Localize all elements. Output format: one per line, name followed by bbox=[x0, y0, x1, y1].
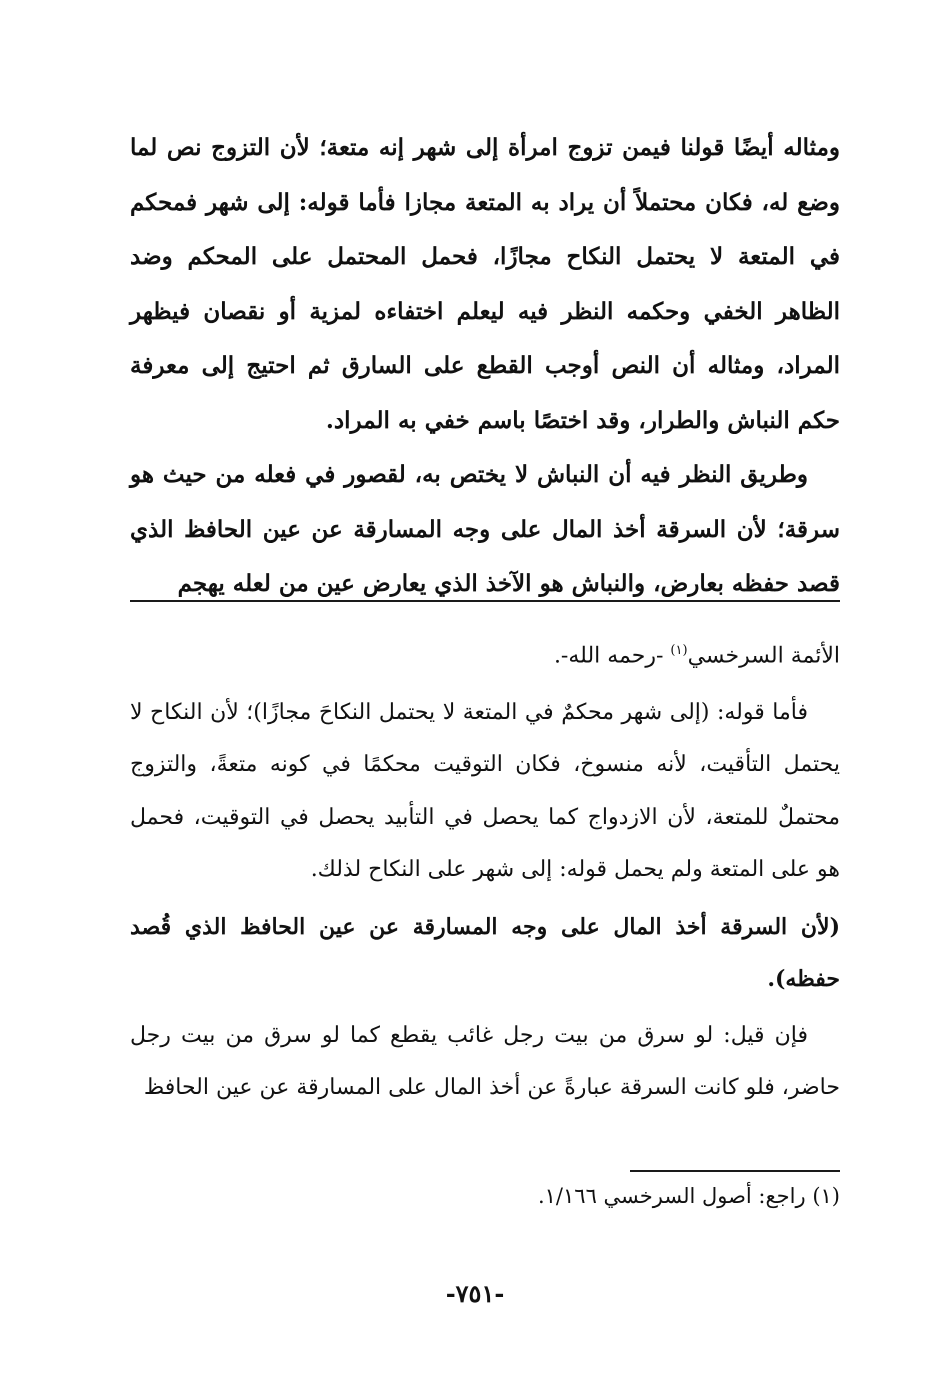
page-number: -٧٥١- bbox=[445, 1279, 505, 1308]
main-text-separator bbox=[130, 600, 840, 602]
commentary-line-1 bbox=[130, 625, 840, 683]
footnotes bbox=[130, 1174, 840, 1219]
commentary-paragraph-3: (لأن السرقة أخذ المال على وجه المسارقة عن عين الحافظ الذي قُصد حفظه). bbox=[130, 913, 840, 993]
main-paragraph-2: وطريق النظر فيه أن النباش لا يختص به، لقصور في فعله من حيث هو سرقة؛ لأن السرقة أخذ المال على وجه المسارقة عن عين الحافظ الذي قصد حفظه بعارض، والنباش هو الآخذ الذي يعارض عين من لعله يهجم bbox=[130, 461, 840, 597]
commentary bbox=[130, 625, 840, 1115]
footnote-1: (١) راجع: أصول السرخسي ١/١٦٦. bbox=[537, 1184, 840, 1208]
commentary-line-1-rest: -رحمه الله-. bbox=[553, 643, 671, 669]
footnote-separator bbox=[630, 1170, 840, 1172]
commentary-paragraph-2: فأما قوله: (إلى شهر محكمٌ في المتعة لا يحتمل النكاحَ مجازًا)؛ لأن النكاح لا يحتمل التأقيت، لأنه منسوخ، فكان التوقيت محكمًا في كونه متعةً، والتزوج محتملٌ للمتعة، لأن الازدواج كما يحصل في التأبيد يحصل في التوقيت، فحمل هو على المتعة ولم يحمل قوله: إلى شهر على النكاح لذلك. bbox=[130, 699, 840, 883]
footnote-reference: (١) bbox=[670, 643, 688, 658]
main-text bbox=[130, 121, 840, 612]
main-paragraph-1: ومثاله أيضًا قولنا فيمن تزوج امرأة إلى شهر إنه متعة؛ لأن التزوج نص لما وضع له، فكان محتملاً أن يراد به المتعة مجازا فأما قوله: إلى شهر فمحكم في المتعة لا يحتمل النكاح مجازًا، فحمل المحتمل على المحكم وضد الظاهر الخفي وحكمه النظر فيه ليعلم اختفاءه لمزية أو نقصان فيظهر المراد، ومثاله أن النص أوجب القطع على السارق ثم احتيج إلى معرفة حكم النباش والطرار، وقد اختصًا باسم خفي به المراد. bbox=[130, 134, 840, 434]
commentary-line-1-text: الأئمة السرخسي bbox=[687, 643, 840, 669]
commentary-paragraph-4: فإن قيل: لو سرق من بيت رجل غائب يقطع كما لو سرق من بيت رجل حاضر، فلو كانت السرقة عبارةً عن أخذ المال على المسارقة عن عين الحافظ bbox=[130, 1022, 840, 1101]
